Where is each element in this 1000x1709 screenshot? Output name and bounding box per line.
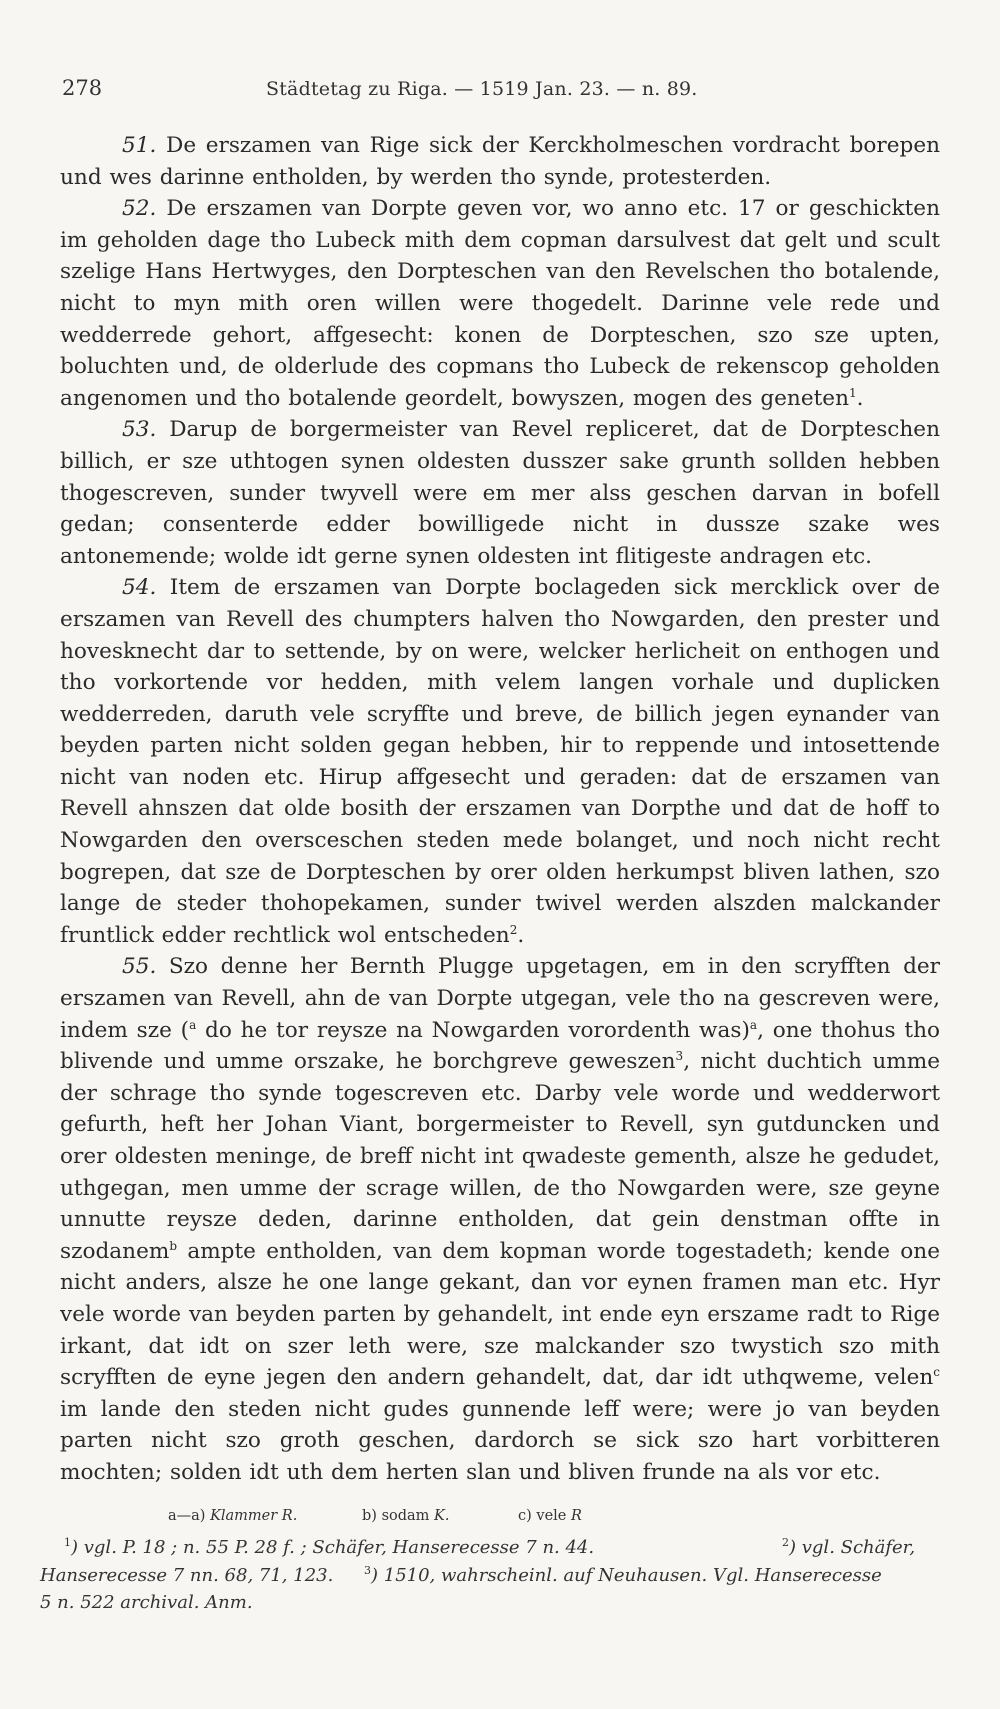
punctuation: .: [517, 922, 525, 948]
footnote-text: ) vgl. P. 18 ; n. 55 P. 28 f. ; Schäfer, Hanserecesse 7 n. 44.: [71, 1537, 595, 1558]
textual-note-ref-a: a: [189, 1017, 197, 1032]
footnote-text: ) vgl. Schäfer,: [789, 1537, 916, 1558]
paragraph-number: 54.: [122, 575, 157, 601]
footnotes: [40, 1534, 942, 1617]
main-text: [60, 130, 940, 1489]
paragraph-53: [60, 414, 940, 572]
running-head: Städtetag zu Riga. — 1519 Jan. 23. — n. 89.: [266, 78, 698, 100]
textual-note-ref-a-close: a: [749, 1017, 758, 1032]
textual-note-b: [362, 1508, 449, 1524]
footnote-1: [64, 1534, 594, 1562]
paragraph-text: Szo denne her Bernth Plugge upgetagen, em in den scryfften der erszamen van Revell, ahn de van Dorpte utgegan, vele tho na gescreven were, indem sze (: [60, 954, 940, 1043]
paragraph-54: [60, 572, 940, 951]
punctuation: .: [856, 385, 864, 411]
note-label: b): [362, 1508, 377, 1524]
textual-note-a: [168, 1508, 297, 1524]
page-number: 278: [62, 76, 103, 100]
footnote-text: ) 1510, wahrscheinl. auf Neuhausen. Vgl. Hanserecesse: [371, 1564, 882, 1586]
footnote-line-1: [40, 1534, 942, 1562]
paragraph-text: , nicht duchtich umme der schrage tho synde togescreven etc. Darby vele worde und wedderwort gefurth, heft her Johan Viant, borgermeister to Revell, syn gutduncken und orer oldesten meninge, de breff nicht int qwadeste gementh, alsze he gedudet, uthgegan, men umme der scrage willen, de tho Nowgarden were, sze geyne unnutte reysze deden, darinne entholden, dat gein denstman offte in szodanem: [60, 1049, 941, 1264]
paragraph-55: [60, 951, 940, 1488]
footnote-2-cont: Hanserecesse 7 nn. 68, 71, 123.: [40, 1564, 334, 1586]
paragraph-52: [60, 193, 940, 414]
note-source: K.: [434, 1508, 450, 1524]
textual-note-ref-b: b: [169, 1238, 178, 1253]
note-source: R: [571, 1508, 582, 1524]
footnote-ref-2: 2: [509, 922, 518, 937]
textual-note-ref-c: c: [933, 1364, 940, 1379]
footnote-line-3: [40, 1589, 942, 1617]
paragraph-text: Darup de borgermeister van Revel repliceret, dat de Dorpteschen billich, er sze uthtogen synen oldesten dusszer sake grunth sollden hebben thogescreven, sunder twyvell were em mer alss geschen darvan in bofell gedan; consenterde edder bowilligede nicht in dussze szake wes antonemende; wolde idt gerne synen oldesten int flitigeste andragen etc.: [60, 417, 940, 569]
paragraph-number: 51.: [122, 133, 157, 158]
note-text: vele: [536, 1508, 567, 1524]
footnote-3-cont: 5 n. 522 archival. Anm.: [40, 1592, 253, 1613]
footnote-mark: 3: [364, 1563, 371, 1577]
footnote-mark: 1: [64, 1536, 71, 1549]
note-label: c): [518, 1508, 532, 1524]
footnote-2: [782, 1534, 915, 1562]
paragraph-text: De erszamen van Rige sick der Kerckholmeschen vordracht borepen und wes darinne entholden, by werden tho synde, protesterden.: [60, 133, 940, 190]
footnote-ref-1: 1: [848, 385, 857, 400]
paragraph-number: 55.: [122, 954, 157, 980]
note-label: a—a): [168, 1508, 206, 1524]
paragraph-number: 52.: [122, 196, 157, 222]
footnote-mark: 2: [782, 1536, 789, 1549]
paragraph-text: do he tor reysze na Nowgarden vorordenth was): [196, 1017, 750, 1043]
paragraph-text: ampte entholden, van dem kopman worde togestadeth; kende one nicht anders, alsze he one lange gekant, dan vor eynen framen man etc. Hyr vele worde van beyden parten by gehandelt, int ende eyn erszame radt to Rige irkant, dat idt on szer leth were, sze malckander szo twystich szo mith scryfften de eyne jegen den andern gehandelt, dat, dar idt uthqweme, velen: [60, 1238, 940, 1391]
paragraph-number: 53.: [122, 417, 157, 443]
paragraph-text: Item de erszamen van Dorpte boclageden sick mercklick over de erszamen van Revell des chumpters halven tho Nowgarden, den prester und hovesknecht dar to settende, by on were, welcker herlicheit on enthogen und tho vorkortende vor hedden, mith velem langen vorhale und duplicken wedderreden, daruth vele scryffte und breve, de billich jegen eynander van beyden parten nicht solden gegan hebben, hir to reppende und intosettende nicht van noden etc. Hirup affgesecht und geraden: dat de erszamen van Revell ahnszen dat olde bosith der erszamen van Dorpthe und dat de hoff to Nowgarden den oversceschen steden mede bolanget, und noch nicht recht bogrepen, dat sze de Dorpteschen by orer olden herkumpst bliven lathen, szo lange de steder thohopekamen, sunder twivel werden alszden malckander fruntlick edder rechtlick wol entscheden: [60, 575, 940, 948]
footnote-ref-3: 3: [675, 1049, 684, 1064]
paragraph-text: , one thohus tho blivende und umme orszake, he borchgreve geweszen: [60, 1017, 940, 1075]
paragraph-text: De erszamen van Dorpte geven vor, wo anno etc. 17 or geschickten im geholden dage tho Lubeck mith dem copman darsulvest dat gelt und scult szelige Hans Hertwyges, den Dorpteschen van den Revelschen tho botalende, nicht to myn mith oren willen were thogedelt. Darinne vele rede und wedderrede gehort, affgesecht: konen de Dorpteschen, szo sze upten, boluchten und, de olderlude des copmans tho Lubeck de rekenscop geholden angenomen und tho botalende geordelt, bowyszen, mogen des geneten: [60, 196, 940, 411]
footnote-3: [364, 1562, 882, 1590]
paragraph-51: [60, 130, 940, 193]
footnote-line-2: [40, 1562, 942, 1590]
note-text: sodam: [381, 1508, 430, 1524]
paragraph-text: im lande den steden nicht gudes gunnende leff were; were jo van beyden parten nicht szo groth geschen, dardorch se sick szo hart vorbitteren mochten; solden idt uth dem herten slan und bliven frunde na als vor etc.: [60, 1396, 940, 1485]
page-header: [60, 76, 940, 106]
textual-note-c: [518, 1508, 582, 1524]
note-text: Klammer R.: [210, 1508, 298, 1524]
